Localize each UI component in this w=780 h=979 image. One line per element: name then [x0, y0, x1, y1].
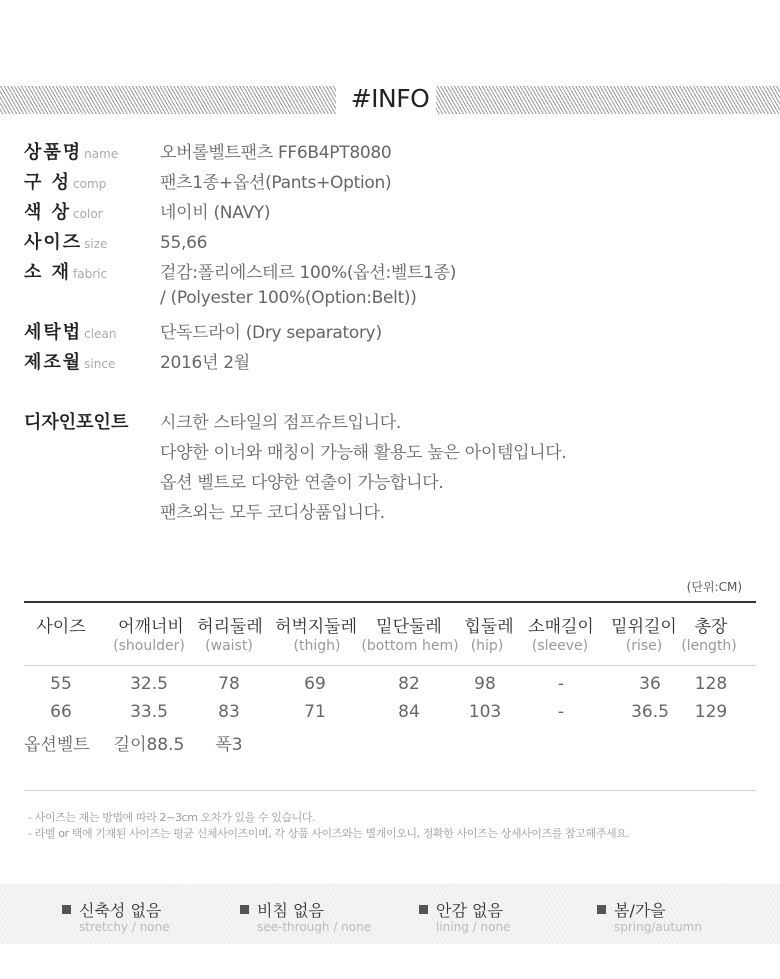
feature-label: 안감 없음	[436, 901, 503, 920]
design-point-line: 옵션 벨트로 다양한 연출이 가능합니다.	[160, 473, 444, 493]
feature-label-en: lining / none	[436, 920, 511, 934]
info-value: 팬츠1종+옵션(Pants+Option)	[160, 173, 392, 193]
option-belt-length: 길이88.5	[113, 735, 185, 755]
table-cell: 71	[304, 702, 326, 722]
design-point-line: 팬츠외는 모두 코디상품입니다.	[160, 503, 385, 523]
info-value: 단독드라이 (Dry separatory)	[160, 323, 382, 343]
design-point-label: 디자인포인트	[24, 412, 129, 433]
info-label: 세탁법	[24, 322, 83, 343]
info-row-fabric-2	[24, 288, 417, 314]
table-cell: 69	[304, 674, 326, 694]
feature-label: 신축성 없음	[79, 901, 162, 920]
info-label-en: size	[84, 237, 108, 251]
info-label: 사이즈	[24, 232, 83, 253]
square-bullet-icon	[597, 905, 606, 914]
table-cell: 128	[694, 674, 728, 694]
info-label-en: clean	[84, 327, 117, 341]
header-rise: 밑위길이	[611, 617, 677, 637]
feature-label: 비침 없음	[257, 901, 324, 920]
info-label: 구 성	[24, 172, 72, 193]
info-value: 2016년 2월	[160, 353, 250, 373]
info-value: / (Polyester 100%(Option:Belt))	[160, 288, 417, 308]
square-bullet-icon	[62, 905, 71, 914]
feature-stretch	[62, 898, 170, 934]
header-thigh: 허벅지둘레	[274, 617, 358, 637]
square-bullet-icon	[240, 905, 249, 914]
header-size: 사이즈	[36, 617, 86, 637]
feature-label-en: spring/autumn	[614, 920, 702, 934]
header-hem: 밑단둘레	[376, 617, 442, 637]
option-belt-width: 폭3	[215, 735, 243, 755]
header-sleeve: 소매길이	[528, 617, 594, 637]
info-label-en: fabric	[73, 267, 108, 281]
table-cell: 66	[50, 702, 72, 722]
header-waist: 허리둘레	[197, 617, 263, 637]
page-title: #INFO	[350, 84, 430, 113]
info-row-color	[24, 198, 270, 224]
table-cell: 33.5	[130, 702, 168, 722]
info-row-size	[24, 228, 207, 254]
info-value: 55,66	[160, 233, 208, 253]
table-header-rule	[24, 665, 756, 666]
table-cell: 82	[398, 674, 420, 694]
info-row-comp	[24, 168, 391, 194]
info-row-clean	[24, 318, 382, 344]
header-thigh-en: (thigh)	[293, 638, 341, 654]
feature-lining	[419, 898, 510, 934]
table-cell: 36	[639, 674, 661, 694]
header-waist-en: (waist)	[205, 638, 253, 654]
header-length-en: (length)	[681, 638, 737, 654]
info-label: 상품명	[24, 142, 83, 163]
feature-season	[597, 898, 702, 934]
design-point-line: 다양한 이너와 매칭이 가능해 활용도 높은 아이템입니다.	[160, 443, 567, 463]
header-hem-en: (bottom hem)	[361, 638, 459, 654]
table-cell: -	[557, 702, 565, 722]
header-shoulder: 어깨너비	[118, 617, 184, 637]
info-row-fabric	[24, 258, 456, 284]
info-row-name	[24, 138, 391, 164]
table-cell: 55	[50, 674, 72, 694]
info-value: 겉감:폴리에스테르 100%(옵션:벨트1종)	[160, 263, 457, 283]
feature-seethrough	[240, 898, 371, 934]
info-label: 제조월	[24, 352, 83, 373]
header-sleeve-en: (sleeve)	[531, 638, 589, 654]
info-row-since	[24, 348, 250, 374]
info-label: 색 상	[24, 202, 72, 223]
unit-label: (단위:CM)	[686, 580, 742, 594]
table-cell: -	[557, 674, 565, 694]
header-hip: 힙둘레	[464, 617, 514, 637]
note-line: - 사이즈는 재는 방법에 따라 2~3cm 오차가 있을 수 있습니다.	[28, 811, 316, 824]
table-cell: 84	[398, 702, 420, 722]
info-value: 오버롤벨트팬츠 FF6B4PT8080	[160, 143, 392, 163]
option-belt-label: 옵션벨트	[24, 735, 90, 755]
feature-label: 봄/가을	[614, 901, 666, 920]
table-cell: 98	[474, 674, 496, 694]
info-value: 네이비 (NAVY)	[160, 203, 271, 223]
header-length: 총장	[694, 617, 728, 637]
table-cell: 36.5	[631, 702, 669, 722]
header-rise-en: (rise)	[625, 638, 663, 654]
table-cell: 83	[218, 702, 240, 722]
design-point-line: 시크한 스타일의 점프슈트입니다.	[160, 413, 402, 433]
table-cell: 103	[468, 702, 502, 722]
header-shoulder-en: (shoulder)	[113, 638, 185, 654]
info-label-en: comp	[73, 177, 107, 191]
info-label-en: color	[73, 207, 103, 221]
table-cell: 78	[218, 674, 240, 694]
table-top-rule	[24, 601, 756, 603]
info-label-en: name	[84, 147, 119, 161]
feature-label-en: see-through / none	[257, 920, 372, 934]
table-bottom-rule	[24, 790, 756, 791]
info-label-en: since	[84, 357, 116, 371]
feature-band	[0, 884, 780, 944]
table-cell: 129	[694, 702, 728, 722]
note-line: - 라벨 or 택에 기재된 사이즈는 평균 신체사이즈이며, 각 상품 사이즈와는 별개이오니, 정확한 사이즈는 상세사이즈를 참고해주세요.	[28, 827, 630, 840]
header-hip-en: (hip)	[470, 638, 504, 654]
feature-label-en: stretchy / none	[79, 920, 170, 934]
square-bullet-icon	[419, 905, 428, 914]
info-label: 소 재	[24, 262, 72, 283]
table-cell: 32.5	[130, 674, 168, 694]
